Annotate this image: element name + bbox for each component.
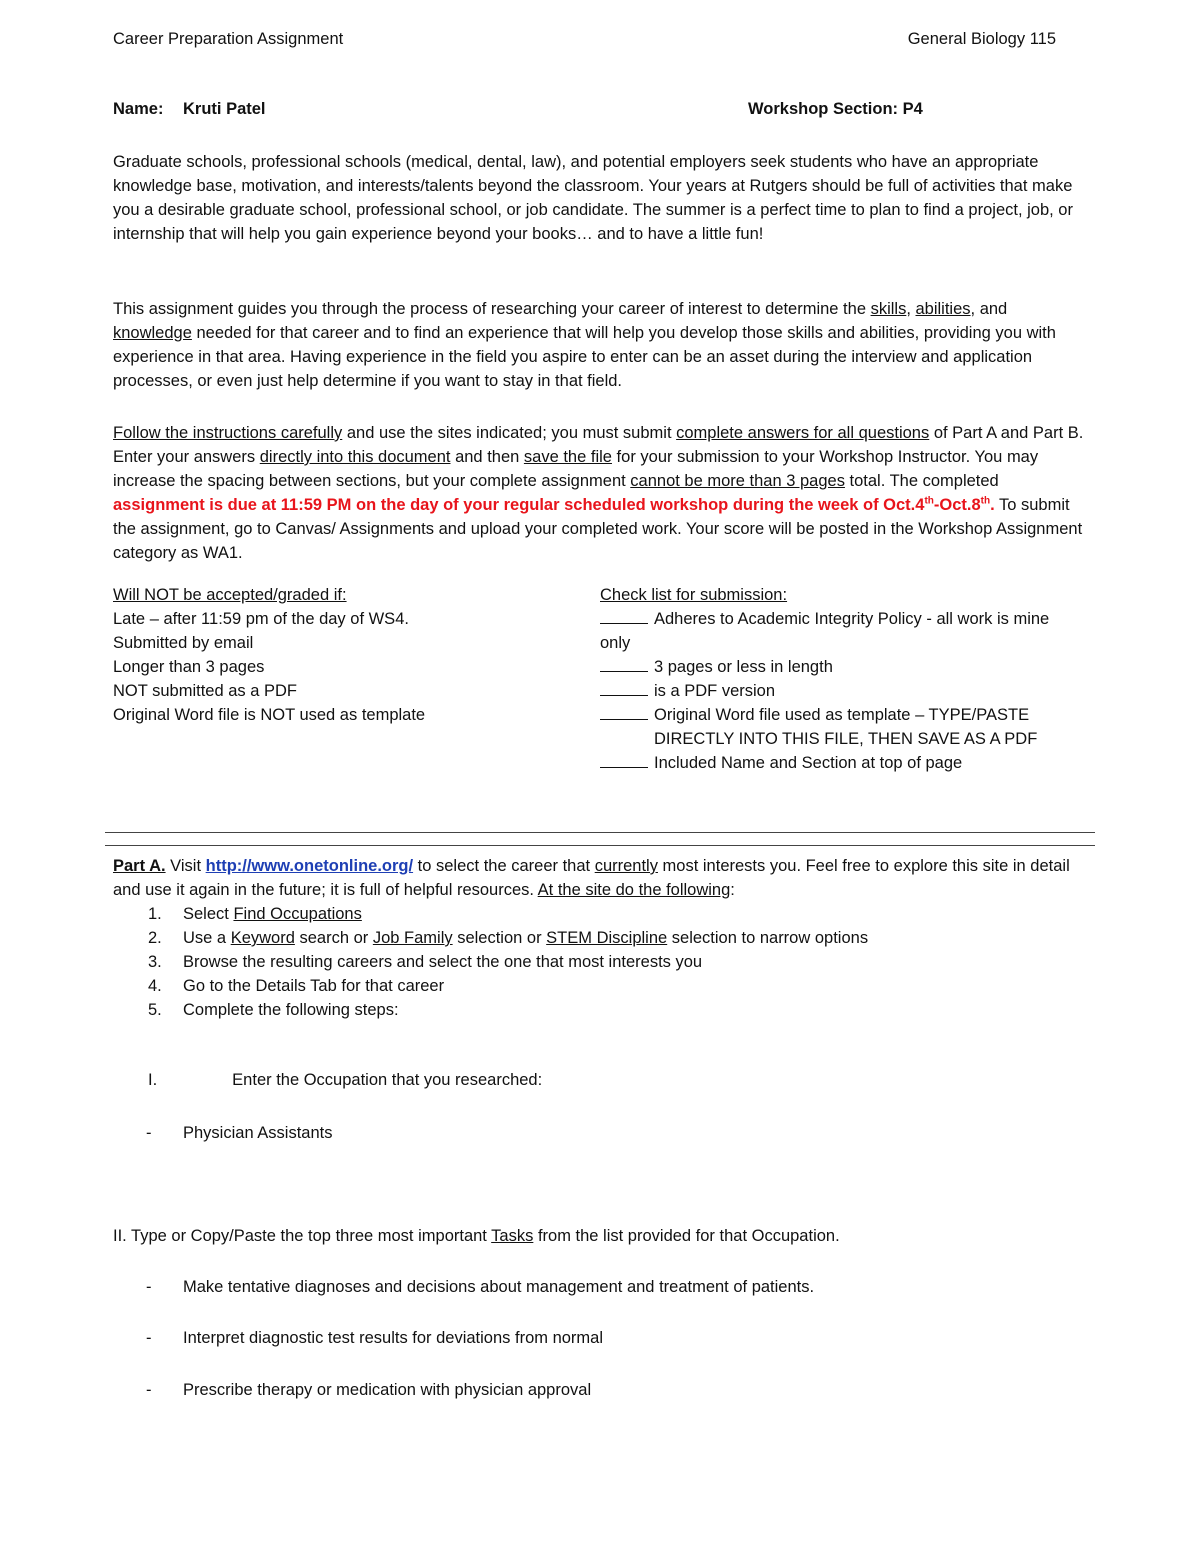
part-a-label: Part A. xyxy=(113,857,166,875)
task-item xyxy=(146,1329,603,1348)
list-item xyxy=(148,974,868,998)
list-item: Late – after 11:59 pm of the day of WS4. xyxy=(113,610,409,628)
instr-u1: Follow the instructions carefully xyxy=(113,424,343,442)
due-red1: assignment is due at 11:59 PM on the day of your regular scheduled workshop during the week of Oct.4 xyxy=(113,496,925,514)
answer-occupation xyxy=(146,1124,332,1143)
step-text: Browse the resulting careers and select the one that most interests you xyxy=(183,953,703,971)
onetonline-link[interactable]: http://www.onetonline.org/ xyxy=(205,857,414,875)
step-number: 5. xyxy=(148,1001,162,1019)
step-text: Complete the following steps: xyxy=(183,1001,399,1019)
instr-u3: directly into this document xyxy=(259,448,451,466)
checklist-text: Adheres to Academic Integrity Policy - all work is mine xyxy=(654,610,1050,628)
step-term: STEM Discipline xyxy=(546,929,668,947)
checklist-text: Original Word file used as template – TYPE/PASTE xyxy=(654,706,1030,724)
due-sup1: th xyxy=(924,495,934,507)
step-number: 3. xyxy=(148,953,162,971)
p2-sep: , xyxy=(906,300,916,318)
checklist-item xyxy=(600,679,1088,703)
p2-text-end: needed for that career and to find an experience that will help you develop those skills and abilities, providing you with experience in that area. Having experience in the field you aspire to enter can be an asset during the interview and application processes, or even just help determine if you want to stay in that field. xyxy=(113,324,1056,390)
step-text: Go to the Details Tab for that career xyxy=(183,977,445,995)
header-title: Career Preparation Assignment xyxy=(113,30,344,48)
step-term: Keyword xyxy=(230,929,295,947)
list-item: Longer than 3 pages xyxy=(113,658,265,676)
question-2 xyxy=(113,1227,840,1246)
step-term: Job Family xyxy=(372,929,453,947)
instr-t3: and then xyxy=(450,448,524,466)
question-1 xyxy=(148,1071,542,1090)
checklist-item-continued: only xyxy=(600,634,631,652)
name-label: Name: xyxy=(113,100,164,118)
divider xyxy=(105,845,1095,846)
tasks-term: Tasks xyxy=(491,1227,534,1245)
document-page xyxy=(113,0,1088,1553)
due-red3: . xyxy=(990,496,995,514)
instr-u4: save the file xyxy=(523,448,612,466)
instr-t4: for your submission to your Workshop Instructor. You may increase the spacing between sections, but your complete assignment xyxy=(113,448,1039,490)
knowledge-term: knowledge xyxy=(113,324,192,342)
abilities-term: abilities xyxy=(915,300,971,318)
part-a-t3: most interests you. Feel free to explore this site in detail and use it again in the future; it is full of helpful resources. xyxy=(113,857,1070,899)
step-number: 1. xyxy=(148,905,162,923)
checklist-item xyxy=(600,703,1088,727)
question-text: Enter the Occupation that you researched: xyxy=(232,1071,543,1089)
part-a-u2: At the site do the following xyxy=(537,881,731,899)
p2-sep2: , and xyxy=(970,300,1008,318)
name-value: Kruti Patel xyxy=(183,100,266,118)
list-item xyxy=(148,950,868,974)
list-item xyxy=(148,902,868,926)
steps-list xyxy=(148,902,868,1022)
question-text: II. Type or Copy/Paste the top three most important xyxy=(113,1227,492,1245)
due-date-text xyxy=(113,496,995,514)
checklist-item xyxy=(600,751,1088,775)
checklist-item xyxy=(600,607,1088,631)
answer-text: Physician Assistants xyxy=(183,1124,333,1142)
checklist-blank[interactable] xyxy=(600,656,648,672)
step-text: selection to narrow options xyxy=(667,929,869,947)
checklist-title: Check list for submission: xyxy=(600,586,788,604)
dash-bullet: - xyxy=(146,1124,152,1142)
dash-bullet: - xyxy=(146,1381,152,1399)
question-text: from the list provided for that Occupation. xyxy=(533,1227,840,1245)
instr-u5: cannot be more than 3 pages xyxy=(630,472,845,490)
section-label: Workshop Section: xyxy=(748,100,899,118)
question-number: I. xyxy=(148,1071,158,1089)
part-a-t1: Visit xyxy=(165,857,206,875)
step-text: search or xyxy=(294,929,373,947)
section-value: P4 xyxy=(902,100,923,118)
part-a-u1: currently xyxy=(594,857,658,875)
task-item xyxy=(146,1381,591,1400)
part-a-t4: : xyxy=(730,881,735,899)
checklist-item xyxy=(600,655,1088,679)
instr-t2: of Part A and Part B. Enter your answers xyxy=(113,424,1084,466)
part-a-intro xyxy=(113,854,1088,902)
p2-text: This assignment guides you through the process of researching your career of interest to determine the xyxy=(113,300,871,318)
dash-bullet: - xyxy=(146,1329,152,1347)
part-a-t2: to select the career that xyxy=(413,857,595,875)
not-accepted-list xyxy=(113,583,583,727)
section-row xyxy=(748,100,923,119)
list-item: Submitted by email xyxy=(113,634,254,652)
task-item xyxy=(146,1278,814,1297)
checklist-text: Included Name and Section at top of page xyxy=(654,754,963,772)
task-text: Prescribe therapy or medication with physician approval xyxy=(183,1381,592,1399)
step-number: 4. xyxy=(148,977,162,995)
list-item xyxy=(148,998,868,1022)
list-item: NOT submitted as a PDF xyxy=(113,682,298,700)
checklist-blank[interactable] xyxy=(600,608,648,624)
dash-bullet: - xyxy=(146,1278,152,1296)
instr-u2: complete answers for all questions xyxy=(676,424,930,442)
instr-t6: To submit the assignment, go to Canvas/ Assignments and upload your completed work. Your score will be posted in the Workshop Assignment category as WA1. xyxy=(113,496,1083,562)
not-accepted-title: Will NOT be accepted/graded if: xyxy=(113,586,347,604)
intro-paragraph-2 xyxy=(113,297,1088,393)
list-item: Original Word file is NOT used as template xyxy=(113,706,426,724)
checklist-blank[interactable] xyxy=(600,704,648,720)
skills-term: skills xyxy=(870,300,907,318)
divider xyxy=(105,832,1095,833)
name-row xyxy=(113,100,266,119)
checklist-item-continued: DIRECTLY INTO THIS FILE, THEN SAVE AS A PDF xyxy=(654,730,1038,748)
step-text: Use a xyxy=(183,929,231,947)
header-course: General Biology 115 xyxy=(907,30,1056,48)
task-text: Interpret diagnostic test results for deviations from normal xyxy=(183,1329,604,1347)
checklist-blank[interactable] xyxy=(600,680,648,696)
intro-paragraph-1: Graduate schools, professional schools (medical, dental, law), and potential employers seek students who have an appropriate knowledge base, motivation, and interests/talents beyond the classroom. Your years at Rutgers should be full of activities that make you a desirable graduate school, professional school, or job candidate. The summer is a perfect time to plan to find a project, job, or internship that will help you gain experience beyond your books… and to have a little fun! xyxy=(113,153,1073,243)
due-red2: -Oct.8 xyxy=(933,496,981,514)
task-text: Make tentative diagnoses and decisions about management and treatment of patients. xyxy=(183,1278,815,1296)
instr-t1: and use the sites indicated; you must submit xyxy=(342,424,677,442)
checklist-text: is a PDF version xyxy=(654,682,776,700)
step-term: Find Occupations xyxy=(233,905,362,923)
step-text: selection or xyxy=(452,929,547,947)
step-number: 2. xyxy=(148,929,162,947)
instructions-paragraph xyxy=(113,421,1088,565)
checklist-text: 3 pages or less in length xyxy=(654,658,833,676)
submission-checklist xyxy=(600,583,1088,775)
checklist-blank[interactable] xyxy=(600,752,648,768)
due-sup2: th xyxy=(980,495,991,507)
instr-t5: total. The completed xyxy=(844,472,999,490)
step-text: Select xyxy=(183,905,234,923)
list-item xyxy=(148,926,868,950)
